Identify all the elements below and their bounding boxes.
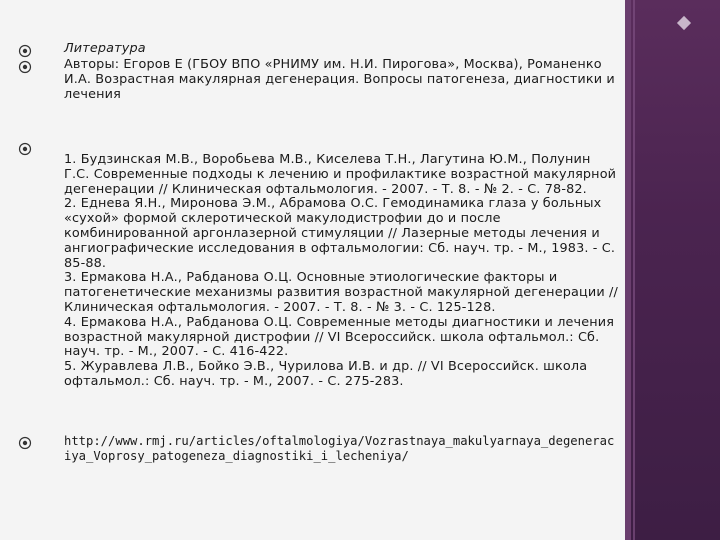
decorative-bullet-icon — [18, 44, 32, 58]
sidebar-rule — [633, 0, 635, 540]
decorative-bullet-icon — [18, 436, 32, 450]
reference-item: 4. Ермакова Н.А., Рабданова О.Ц. Современные методы диагностики и лечения возрастной макулярной дистрофии // VI Всероссийск. школа офтальмол.: Сб. науч. тр. - М., 2007. - С. 416-422. — [64, 314, 615, 360]
decorative-bullet-icon — [18, 60, 32, 74]
reference-item: 3. Ермакова Н.А., Рабданова О.Ц. Основные этиологические факторы и патогенетические механизмы развития возрастной макулярной дегенерации // Клиническая офтальмология. - 2007. - Т. 8. - № 3. - С. 125-128. — [64, 270, 618, 315]
sidebar-decoration — [625, 0, 720, 540]
source-link[interactable]: http://www.rmj.ru/articles/oftalmologiya/Vozrastnaya_makulyarnaya_degeneraciya_Voprosy_patogeneza_diagnostiki_i_lecheniya/ — [64, 434, 615, 463]
authors-text: Авторы: Егоров Е (ГБОУ ВПО «РНИМУ им. Н.И. Пирогова», Москва), Романенко И.А. Возрастная макулярная дегенерация. Вопросы патогенеза, диагностики и лечения — [64, 57, 615, 102]
reference-item: 5. Журавлева Л.В., Бойко Э.В., Чурилова И.В. и др. // VI Всероссийск. школа офтальмол.: Сб. науч. тр. - М., 2007. - С. 275-283. — [64, 359, 588, 389]
decorative-bullet-icon — [18, 142, 32, 156]
reference-item: 2. Еднева Я.Н., Миронова Э.М., Абрамова О.С. Гемодинамика глаза у больных «сухой» формой склеротической макулодистрофии до и после комбинированной аргонлазерной стимуляции // Лазерные методы лечения и ангиографические исследования в офтальмологии: Сб. науч. тр. - М., 1983. - С. 85-88. — [64, 196, 616, 271]
reference-item: 1. Будзинская М.В., Воробьева М.В., Киселева Т.Н., Лагутина Ю.М., Полунин Г.С. Современные подходы к лечению и профилактике возрастной макулярной дегенерации // Клиническая офтальмология. - 2007. - Т. 8. - № 2. - С. 78-82. — [64, 152, 617, 197]
references-list — [64, 153, 619, 390]
page-title: Литература — [64, 41, 146, 56]
diamond-icon — [677, 16, 691, 30]
